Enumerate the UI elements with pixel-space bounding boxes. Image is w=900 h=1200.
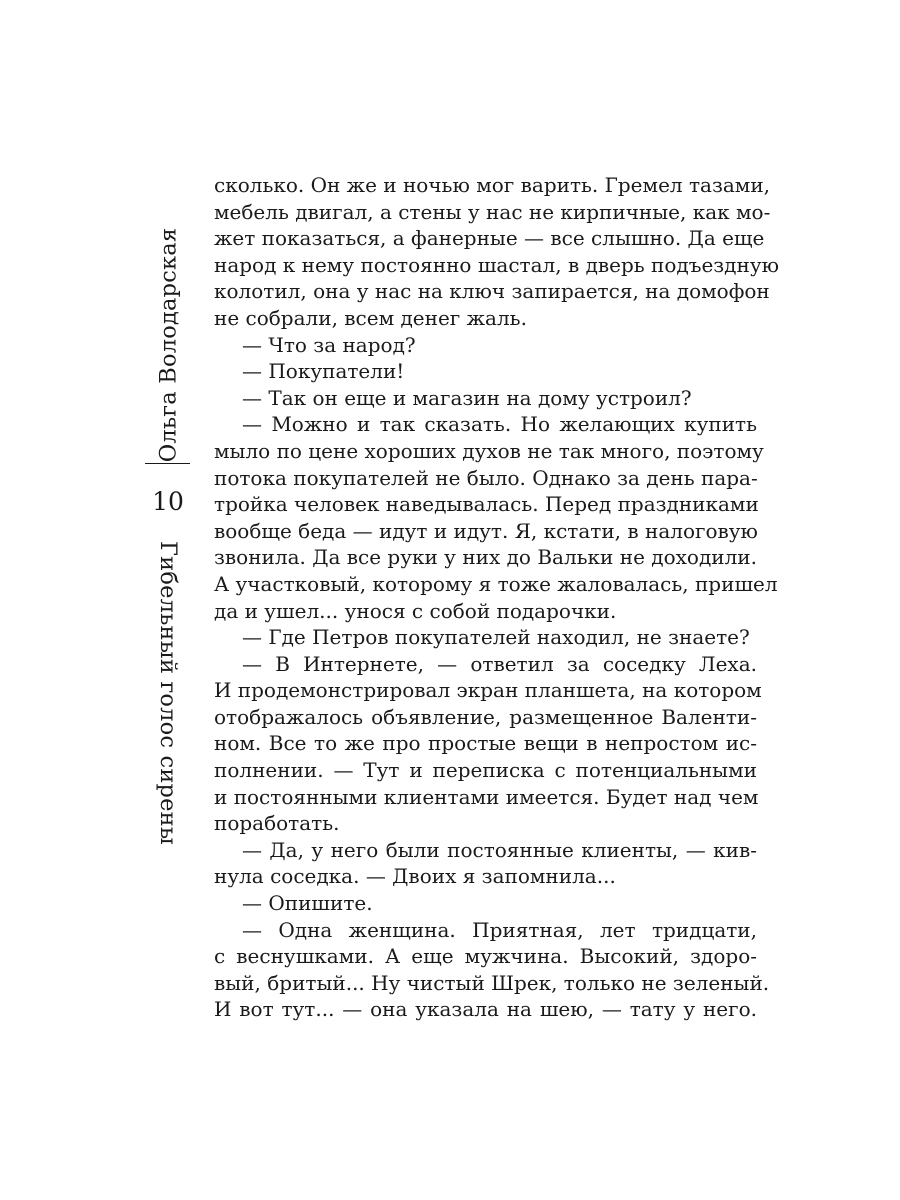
text-line: вый, бритый... Ну чистый Шрек, только не зеленый. <box>214 970 770 995</box>
text-line: не собрали, всем денег жаль. <box>214 305 527 330</box>
text-line: и постоянными клиентами имеется. Будет над чем <box>214 784 759 809</box>
text-line: тройка человек наведывалась. Перед праздниками <box>214 492 759 517</box>
text-line: — Покупатели! <box>242 359 405 384</box>
text-line: народ к нему постоянно шастал, в дверь подъездную <box>214 252 780 277</box>
text-line: — Опишите. <box>242 891 373 916</box>
book-title: Гибельный голос сирены <box>155 541 181 845</box>
page-number: 10 <box>152 487 184 516</box>
text-line: да и ушел... унося с собой подарочки. <box>214 598 617 623</box>
author-running-head <box>148 227 188 463</box>
text-line: жет показаться, а фанерные — все слышно. Да еще <box>214 226 765 251</box>
text-line: колотил, она у нас на ключ запирается, на домофон <box>214 279 770 304</box>
text-line: вообще беда — идут и идут. Я, кстати, в налоговую <box>214 518 758 543</box>
text-line: сколько. Он же и ночью мог варить. Гремел тазами, <box>214 173 771 197</box>
text-line: поработать. <box>214 811 340 836</box>
text-line: отображалось объявление, размещенное Валенти- <box>214 704 757 729</box>
text-line: мыло по цене хороших духов не так много, поэтому <box>214 438 764 463</box>
text-line: потока покупателей не было. Однако за день пара- <box>214 465 758 490</box>
text-line: — В Интернете, — ответил за соседку Леха. <box>242 651 757 676</box>
title-running-head <box>148 541 188 845</box>
text-line: — Можно и так сказать. Но желающих купить <box>242 412 757 437</box>
text-line: полнении. — Тут и переписка с потенциальными <box>214 758 757 783</box>
text-line: — Одна женщина. Приятная, лет тридцати, <box>242 917 757 942</box>
text-line: И вот тут... — она указала на шею, — тату у него. <box>214 997 757 1022</box>
text-line: А участковый, которому я тоже жаловалась, пришел <box>214 571 778 596</box>
text-line: — Где Петров покупателей находил, не знаете? <box>242 625 750 650</box>
text-line: — Что за народ? <box>242 332 416 357</box>
text-line: — Да, у него были постоянные клиенты, — кив- <box>242 837 757 862</box>
body-text <box>214 172 780 1023</box>
text-line: звонила. Да все руки у них до Вальки не доходили. <box>214 545 757 570</box>
running-head-divider <box>145 463 190 464</box>
text-line: с веснушками. А еще мужчина. Высокий, здоро- <box>214 944 757 969</box>
author-name: Ольга Володарская <box>155 227 182 463</box>
text-line: И продемонстрировал экран планшета, на котором <box>214 678 762 703</box>
text-line: ном. Все то же про простые вещи в непростом ис- <box>214 731 757 756</box>
text-line: нула соседка. — Двоих я запомнила... <box>214 864 616 889</box>
text-line: — Так он еще и магазин на дому устроил? <box>242 385 692 410</box>
text-line: мебель двигал, а стены у нас не кирпичные, как мо- <box>214 199 771 224</box>
